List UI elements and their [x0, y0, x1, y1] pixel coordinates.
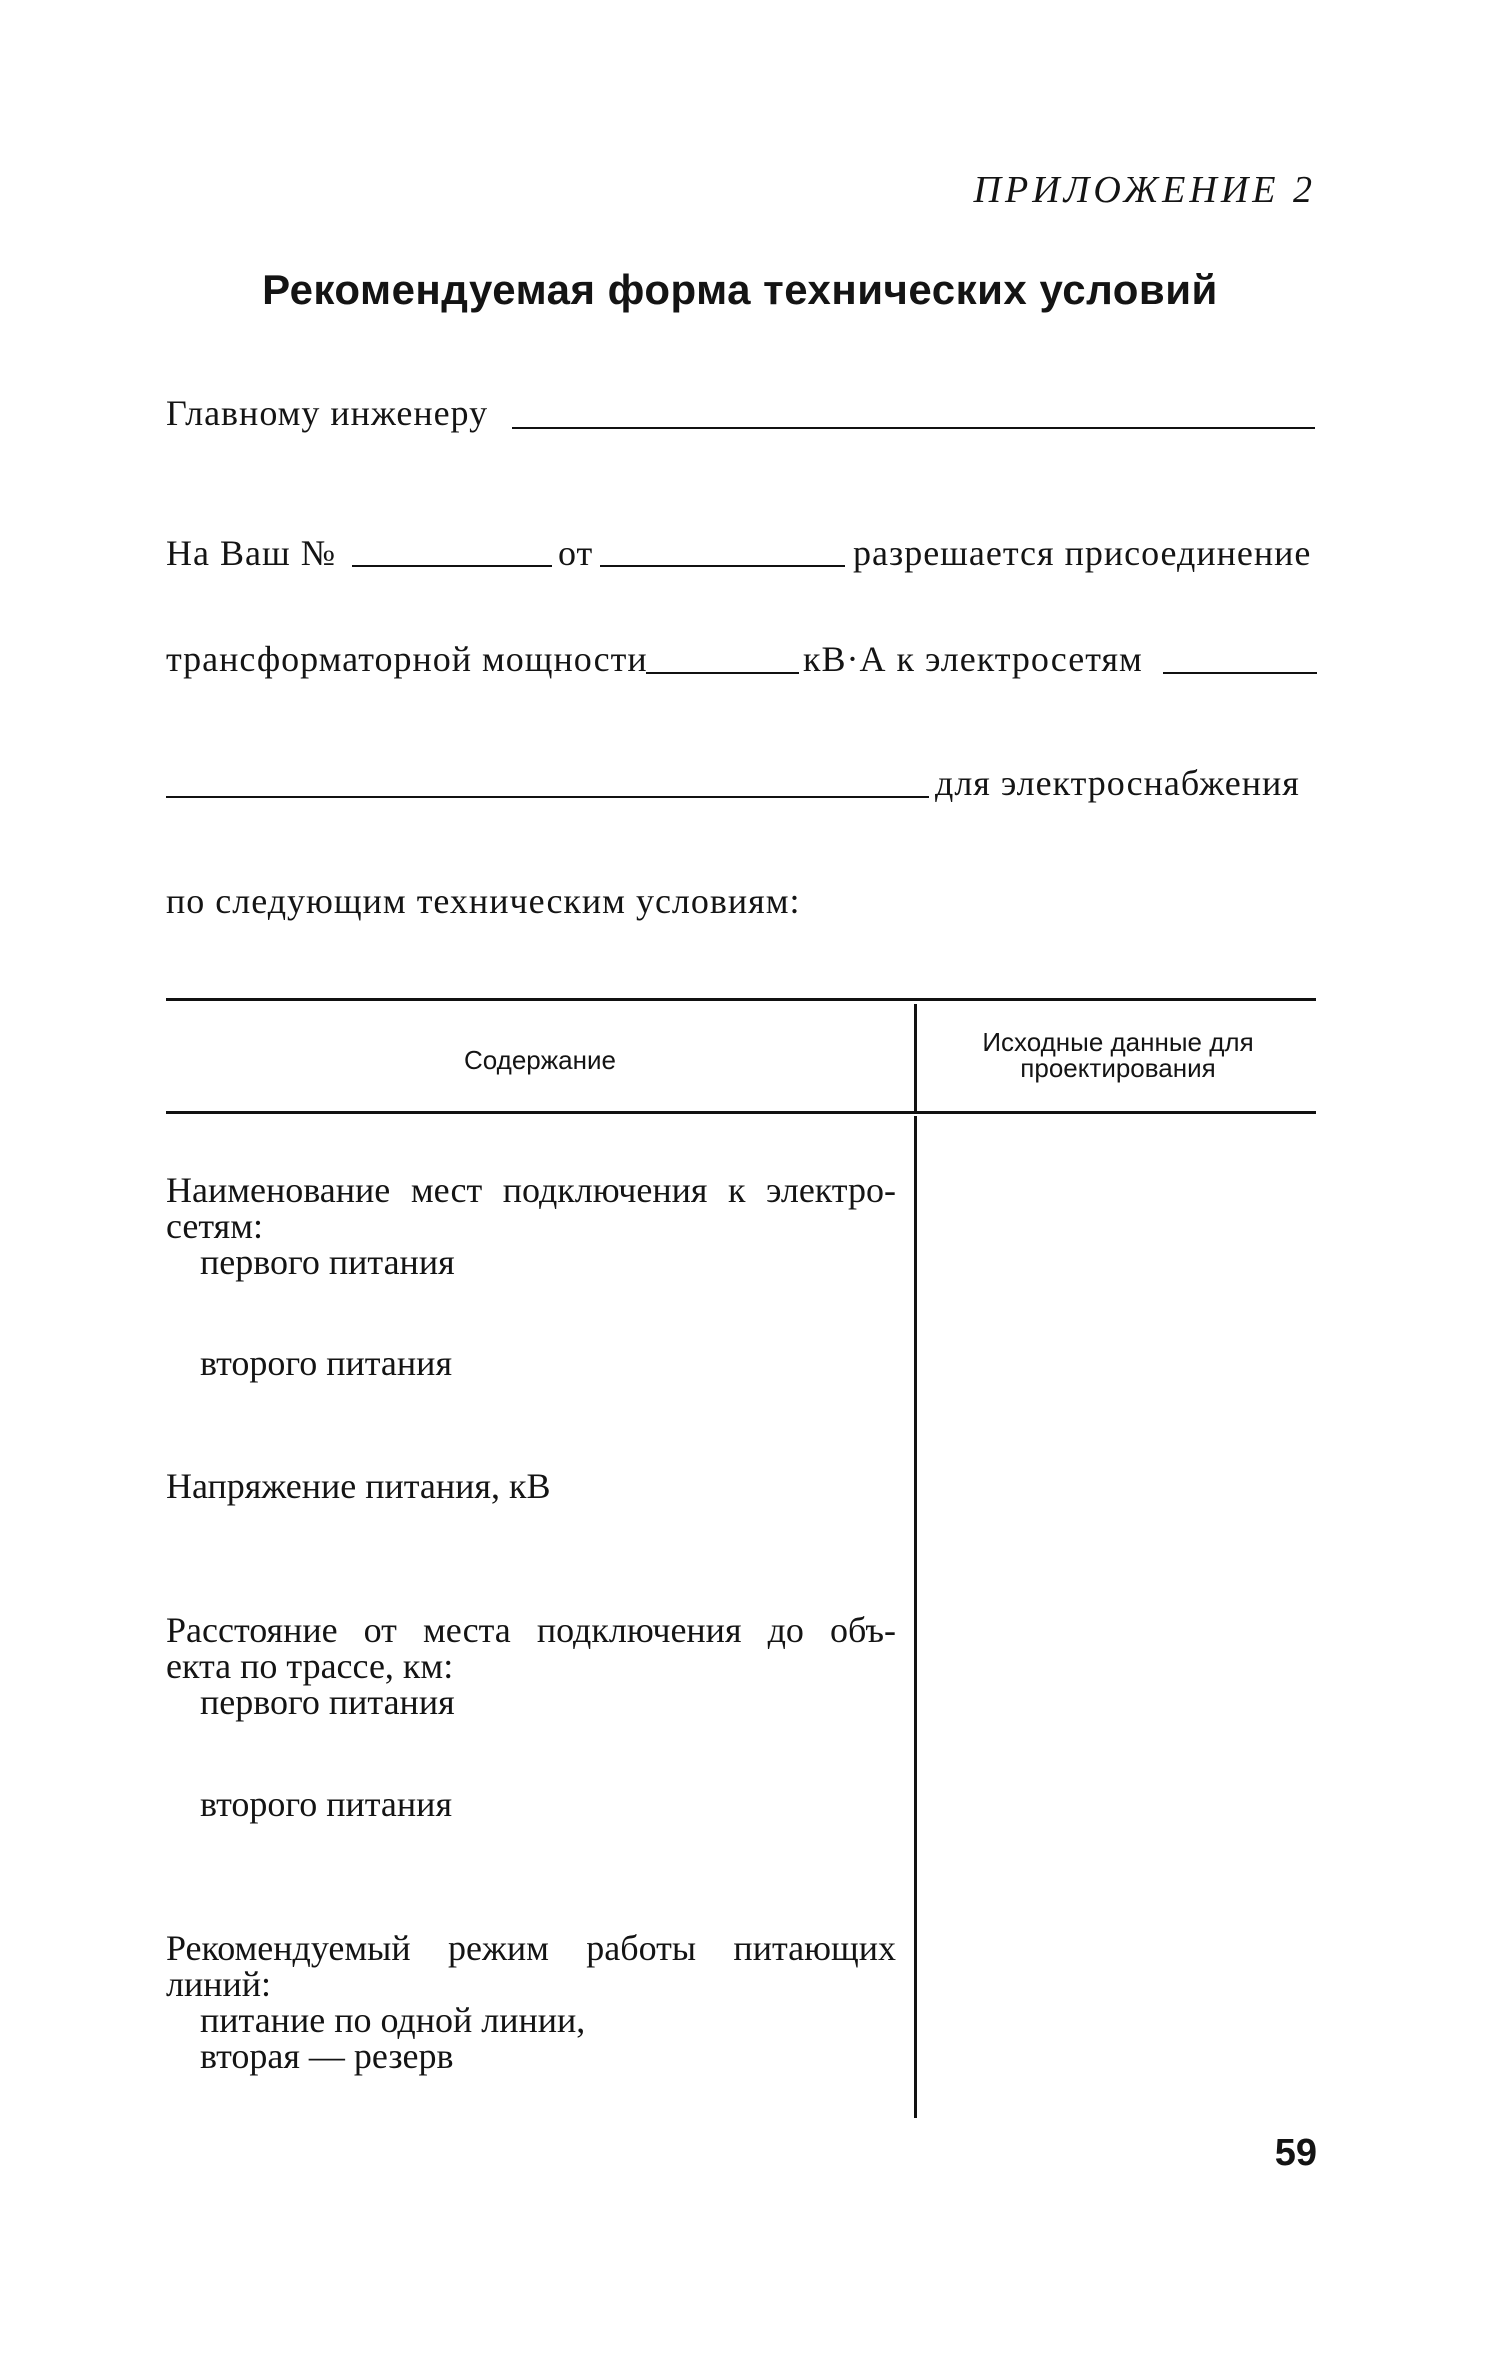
transformer-power-field[interactable] — [646, 672, 799, 674]
row-connection-places: Наименование мест подключения к электро- сетям: первого питания — [166, 1170, 896, 1282]
your-number-field[interactable] — [352, 565, 552, 567]
table-header-rule — [166, 1111, 1316, 1114]
row-route-distance: Расстояние от места подключения до объ- екта по трассе, км: первого питания — [166, 1610, 896, 1722]
date-from-label: от — [558, 533, 594, 573]
page-number: 59 — [1274, 2132, 1317, 2174]
networks-field[interactable] — [1163, 672, 1317, 674]
page-title: Рекомендуемая форма технических условий — [262, 266, 1218, 313]
chief-engineer-field[interactable] — [512, 427, 1315, 429]
date-field[interactable] — [600, 565, 845, 567]
transformer-power-label: трансформаторной мощности — [166, 639, 648, 679]
table-top-rule — [166, 998, 1316, 1001]
appendix-label: ПРИЛОЖЕНИЕ 2 — [973, 169, 1316, 211]
conditions-intro: по следующим техническим условиям: — [166, 881, 801, 921]
your-number-label: На Ваш № — [166, 533, 337, 573]
chief-engineer-label: Главному инженеру — [166, 393, 489, 433]
header-column-divider — [914, 1004, 917, 1112]
row-supply-voltage: Напряжение питания, кВ — [166, 1466, 551, 1506]
row-operating-mode: Рекомендуемый режим работы питающих линий: питание по одной линии, вторая — резерв — [166, 1928, 896, 2076]
column-header-content: Содержание — [464, 1045, 616, 1075]
kva-networks-label: кВ·А к электросетям — [803, 639, 1143, 679]
column-header-source-data-1: Исходные данные для — [982, 1027, 1254, 1057]
row-second-supply-1: второго питания — [200, 1343, 452, 1383]
row-second-supply-2: второго питания — [200, 1784, 452, 1824]
power-supply-label: для электроснабжения — [935, 763, 1300, 803]
connection-permitted-text: разрешается присоединение — [853, 533, 1312, 573]
body-column-divider — [914, 1116, 917, 2118]
supply-object-field[interactable] — [166, 796, 929, 798]
column-header-source-data-2: проектирования — [1020, 1053, 1216, 1083]
